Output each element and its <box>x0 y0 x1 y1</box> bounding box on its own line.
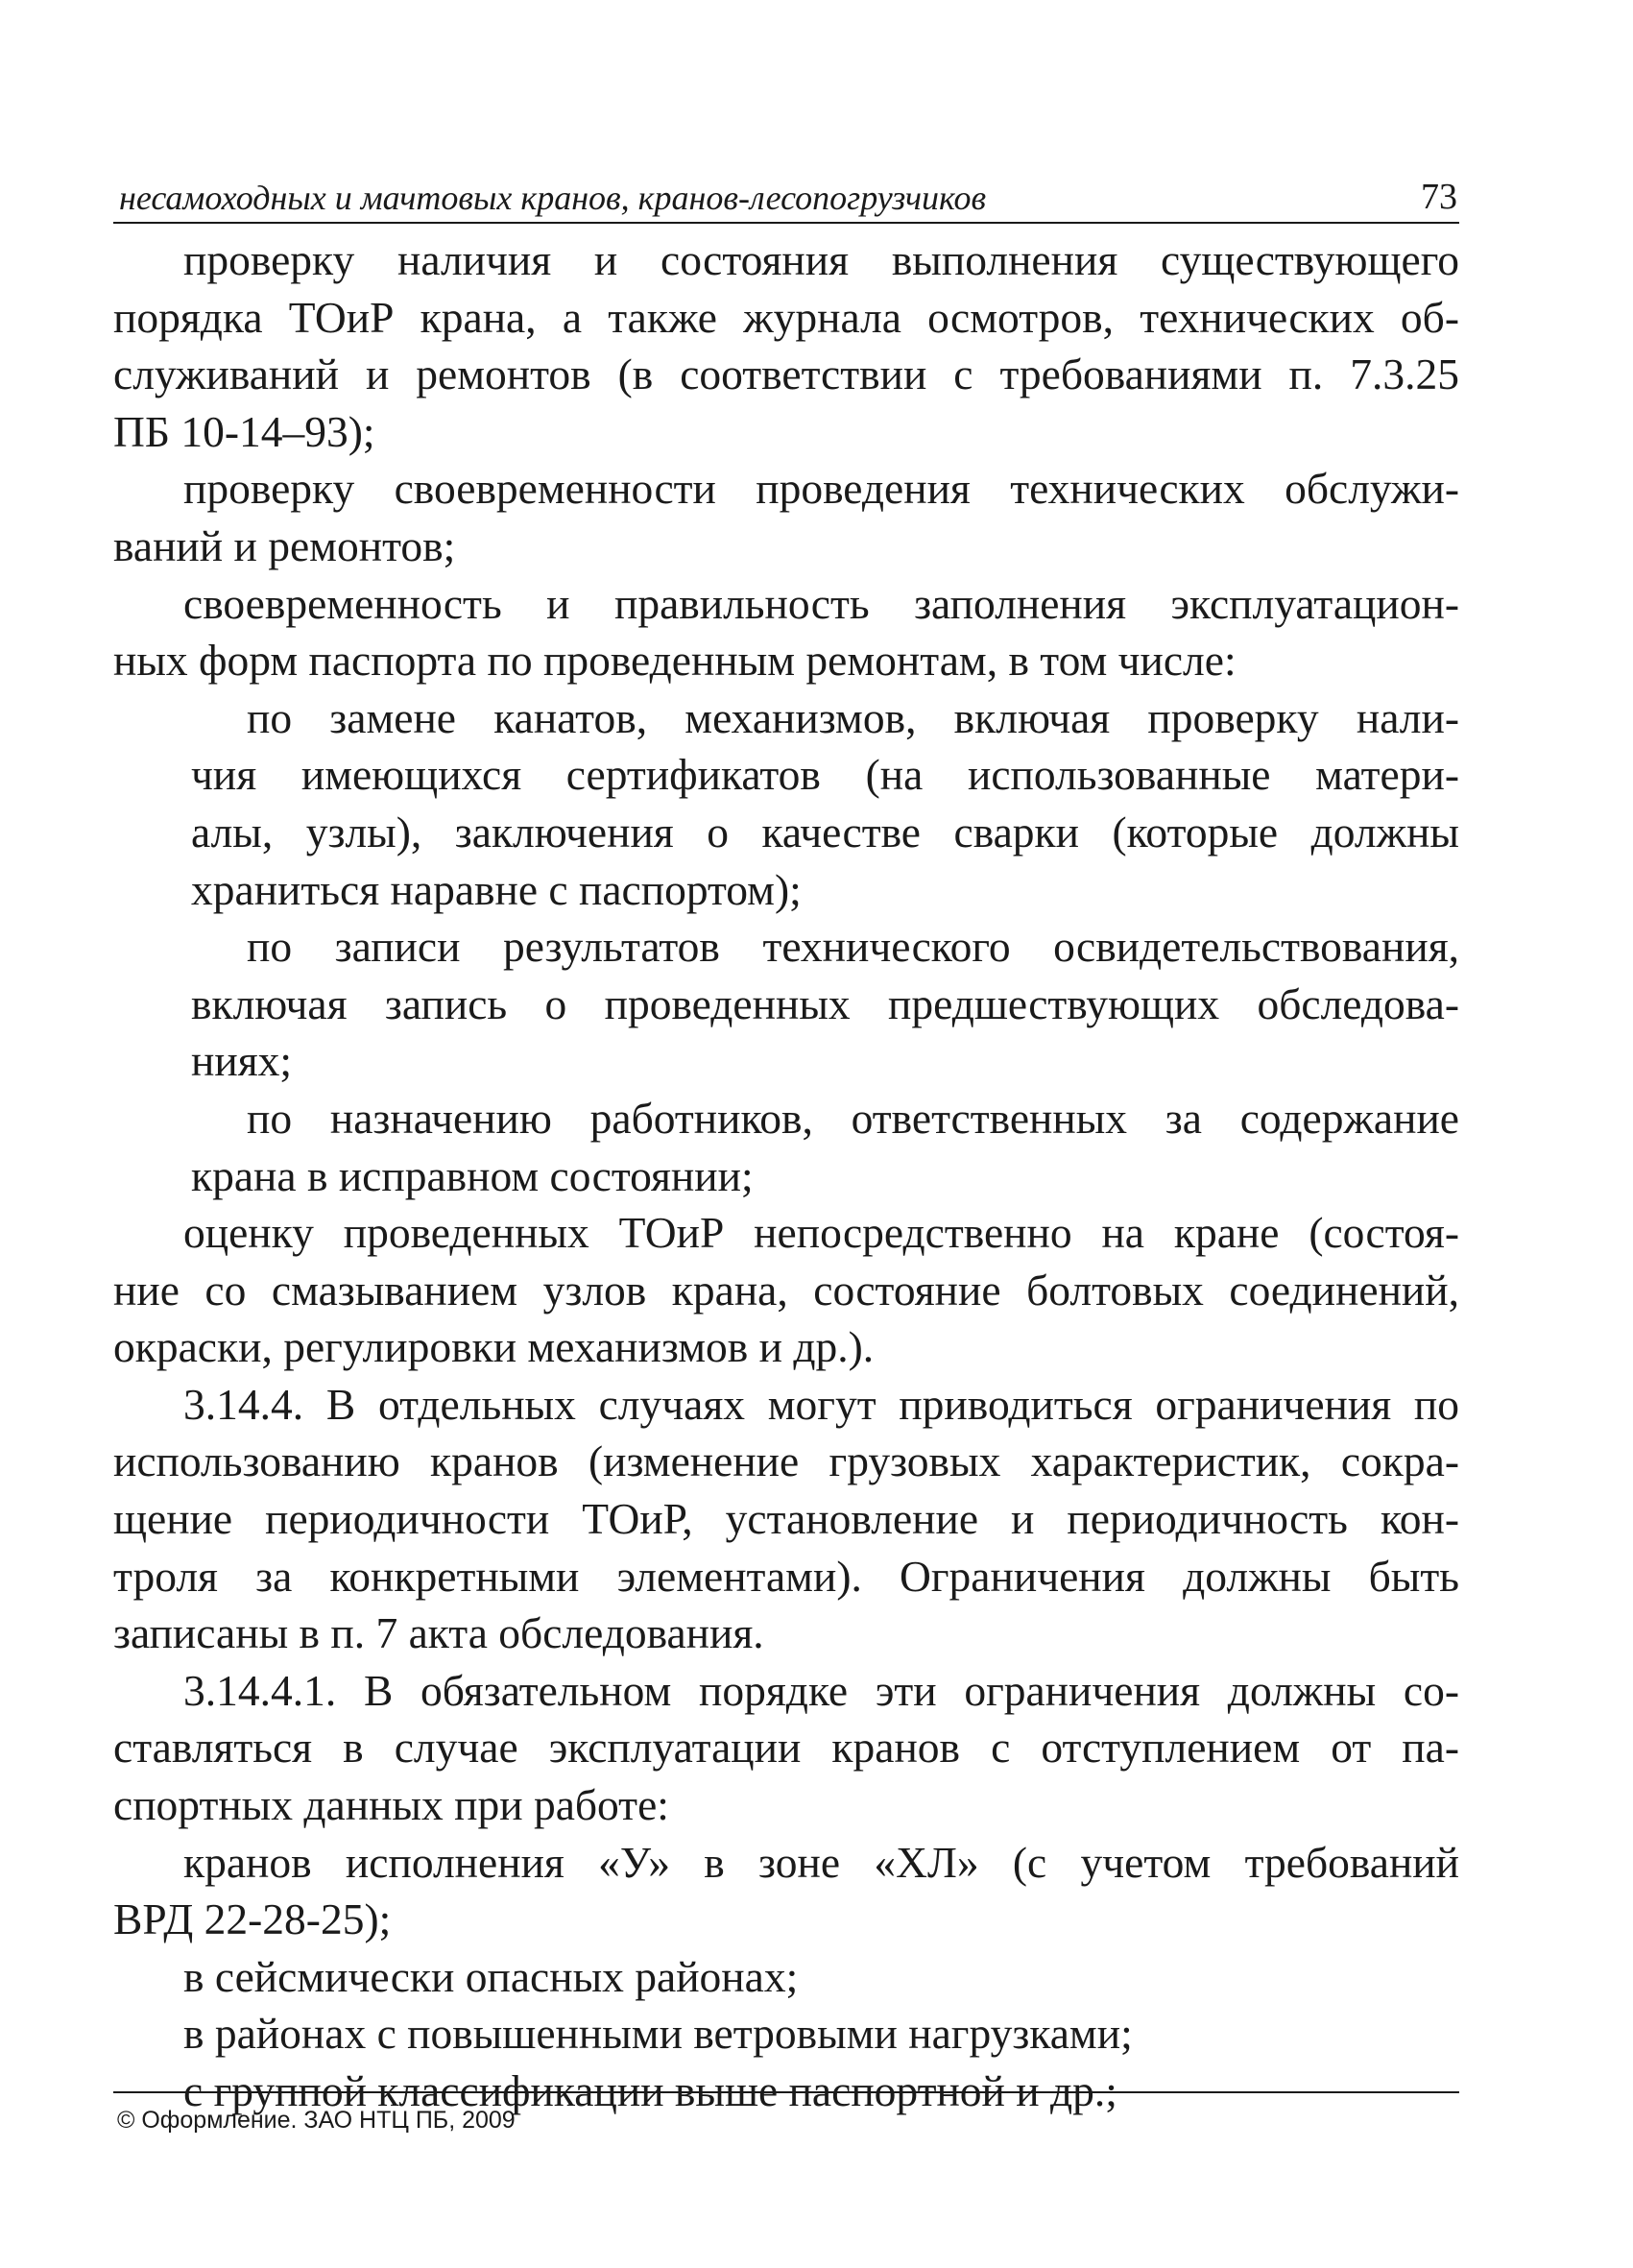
text-line: по замене канатов, механизмов, включая проверку нали- <box>247 692 1459 742</box>
text-line: включая запись о проведенных предшествующих обследова- <box>191 978 1459 1028</box>
text-line: по записи результатов технического освидетельствования, <box>247 922 1459 972</box>
text-line: спортных данных при работе: <box>113 1780 669 1830</box>
text-line: с группой классификации выше паспортной и др.; <box>183 2066 1117 2115</box>
sub-paragraph <box>113 918 1459 1090</box>
text-line: ние со смазыванием узлов крана, состояние болтовых соединений, <box>113 1265 1459 1315</box>
text-line: 3.14.4.1. В обязательном порядке эти ограничения должны со- <box>183 1665 1459 1715</box>
paragraph <box>113 2005 1459 2063</box>
text-line: крана в исправном состоянии; <box>191 1150 754 1200</box>
page-number: 73 <box>1421 177 1457 217</box>
document-page <box>113 168 1459 2120</box>
text-line: проверку своевременности проведения технических обслужи- <box>183 464 1459 514</box>
paragraph-3-14-4 <box>113 1376 1459 1662</box>
sub-paragraph <box>113 689 1459 918</box>
text-line: порядка ТОиР крана, а также журнала осмотров, технических об- <box>113 292 1459 342</box>
text-line: алы, узлы), заключения о качестве сварки (которые должны <box>191 807 1459 857</box>
text-line: ставляться в случае эксплуатации кранов с отступлением от па- <box>113 1723 1459 1773</box>
text-line: по назначению работников, ответственных за содержание <box>247 1093 1459 1143</box>
paragraph <box>113 231 1459 460</box>
text-line: ниях; <box>191 1036 293 1086</box>
text-line: ПБ 10-14–93); <box>113 406 375 456</box>
body-text <box>113 231 1459 2120</box>
text-line: в районах с повышенными ветровыми нагрузками; <box>183 2009 1133 2059</box>
text-line: 3.14.4. В отдельных случаях могут приводиться ограничения по <box>183 1379 1459 1429</box>
text-line: проверку наличия и состояния выполнения существующего <box>183 235 1459 284</box>
copyright-notice: © Оформление. ЗАО НТЦ ПБ, 2009 <box>117 2107 516 2134</box>
paragraph-3-14-4-1 <box>113 1662 1459 1834</box>
text-line: ваний и ремонтов; <box>113 520 456 570</box>
text-line: записаны в п. 7 акта обследования. <box>113 1608 764 1658</box>
running-head <box>113 168 1459 224</box>
text-line: кранов исполнения «У» в зоне «ХЛ» (с учетом требований <box>183 1837 1459 1887</box>
text-line: храниться наравне с паспортом); <box>191 864 802 914</box>
text-line: использованию кранов (изменение грузовых характеристик, сокра- <box>113 1436 1459 1486</box>
text-line: щение периодичности ТОиР, установление и периодичность кон- <box>113 1494 1459 1544</box>
paragraph <box>113 1948 1459 2006</box>
paragraph <box>113 575 1459 689</box>
paragraph <box>113 1204 1459 1376</box>
paragraph <box>113 1834 1459 1948</box>
text-line: в сейсмически опасных районах; <box>183 1951 799 2001</box>
sub-paragraph <box>113 1090 1459 1204</box>
paragraph <box>113 460 1459 574</box>
text-line: своевременность и правильность заполнения эксплуатацион- <box>183 578 1459 628</box>
text-line: окраски, регулировки механизмов и др.). <box>113 1322 875 1372</box>
page-footer <box>113 2091 1459 2135</box>
text-line: ВРД 22-28-25); <box>113 1894 392 1944</box>
text-line: служиваний и ремонтов (в соответствии с требованиями п. 7.3.25 <box>113 350 1459 399</box>
text-line: ных форм паспорта по проведенным ремонтам, в том числе: <box>113 636 1237 686</box>
text-line: чия имеющихся сертификатов (на использованные матери- <box>191 750 1459 800</box>
text-line: троля за конкретными элементами). Ограничения должны быть <box>113 1551 1459 1601</box>
running-head-title: несамоходных и мачтовых кранов, кранов-лесопогрузчиков <box>119 179 987 217</box>
text-line: оценку проведенных ТОиР непосредственно на кране (состоя- <box>183 1208 1459 1258</box>
